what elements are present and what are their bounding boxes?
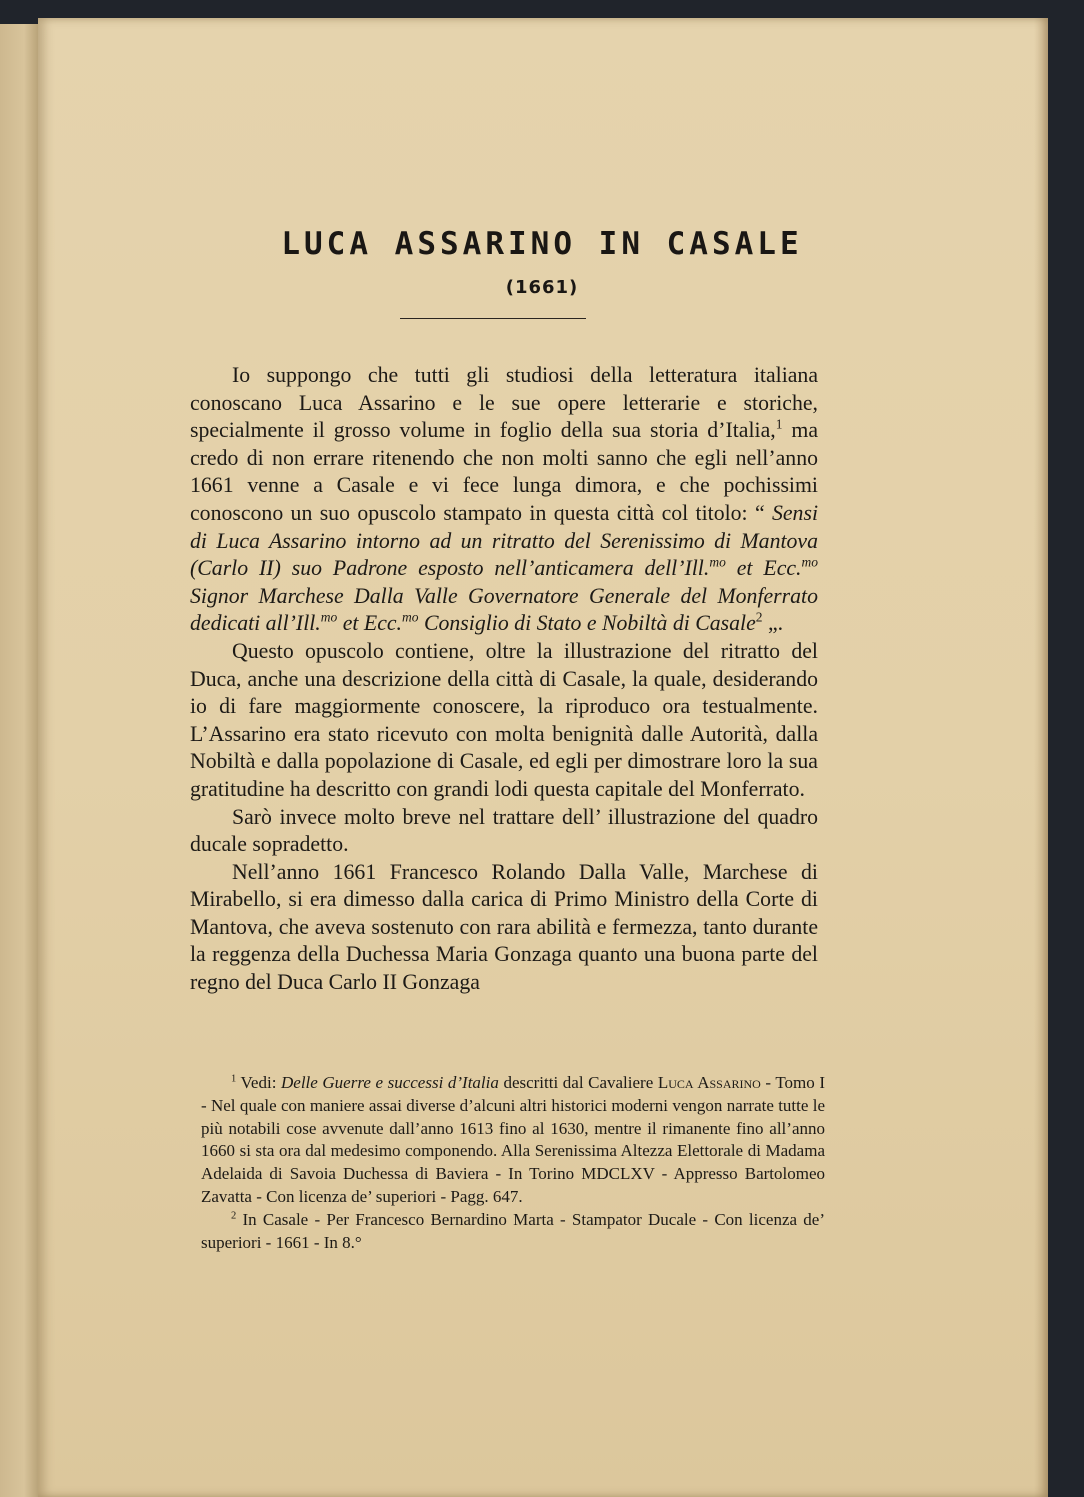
- footnote-1: $^1$ Vedi: Delle Guerre e successi d’Italia descritti dal Cavaliere Luca Assarino - Tomo I - Nel quale con maniere assai diverse d’alcuni altri historici moderni vengon narrate tutte le più notabili cose avvenute dall’anno 1613 fino al 1630, mentre il rimanente fino all’anno 1660 si sta ora dal medesimo componendo. Alla Serenissima Altezza Elettorale di Madama Adelaida di Savoia Duchessa di Baviera - In Torino MDCLXV - Appresso Bartolomeo Zavatta - Con licenza de’ superiori - Pagg. 647.: [201, 1073, 826, 1206]
- article-title: LUCA ASSARINO IN CASALE: [281, 226, 803, 262]
- paragraph-4: Nell’anno 1661 Francesco Rolando Dalla Valle, Marchese di Mirabello, si era dimesso dalla carica di Primo Ministro della Corte di Mantova, che aveva sostenuto con rara abilità e fermezza, tanto durante la reggenza della Duchessa Maria Gonzaga quanto una buona parte del regno del Duca Carlo II Gonzaga: [190, 859, 818, 995]
- footnote-ref-2: 2: [755, 610, 763, 626]
- footnote-ref-1: 1: [775, 416, 783, 432]
- paragraph-2: Questo opuscolo contiene, oltre la illustrazione del ritratto del Duca, anche una descrizione della città di Casale, la quale, desiderando io di fare maggiormente conoscere, la riproduco ora testualmente. L’Assarino era stato ricevuto con molta benignità dalle Autorità, dalla Nobiltà e dalla popolazione di Casale, ed egli per dimostrare loro la sua gratitudine ha descritto con grandi lodi questa capitale del Monferrato.: [190, 638, 818, 801]
- body-text: [190, 362, 818, 997]
- footnotes: [201, 1072, 825, 1254]
- article-year: (1661): [505, 277, 579, 298]
- paragraph-1: Io suppongo che tutti gli studiosi della letteratura italiana conoscano Luca Assarino e le sue opere letterarie e storiche, specialmente il grosso volume in foglio della sua storia d’Italia,$^1$ ma credo di non errare ritenendo che non molti sanno che egli nell’anno 1661 venne a Casale e vi fece lunga dimora, e che pochissimi conoscono un suo opuscolo stampato in questa città col titolo: “ Sensi di Luca Assarino intorno ad un ritratto del Serenissimo di Mantova (Carlo II) suo Padrone esposto nell’anticamera dell’Ill.$^{mo}$ et Ecc.$^{mo}$ Signor Marchese Dalla Valle Governatore Generale del Monferrato dedicati all’Ill.$^{mo}$ et Ecc.$^{mo}$ Consiglio di Stato e Nobiltà di Casale$^2$ „.: [190, 363, 819, 636]
- opuscolo-title: Sensi di Luca Assarino intorno ad un ritratto del Serenissimo di Mantova (Carlo II) suo Padrone esposto nell’anticamera dell’Ill.$^{mo}$ et Ecc.$^{mo}$ Signor Marchese Dalla Valle Governatore Generale del Monferrato dedicati all’Ill.$^{mo}$ et Ecc.$^{mo}$ Consiglio di Stato e Nobiltà di Casale: [190, 500, 819, 636]
- paragraph-3: Sarò invece molto breve nel trattare dell’ illustrazione del quadro ducale sopradetto.: [190, 804, 818, 857]
- title-divider: [400, 318, 586, 319]
- footnote-2: $^2$ In Casale - Per Francesco Bernardino Marta - Stampator Ducale - Con licenza de’ superiori - 1661 - In 8.°: [201, 1209, 825, 1252]
